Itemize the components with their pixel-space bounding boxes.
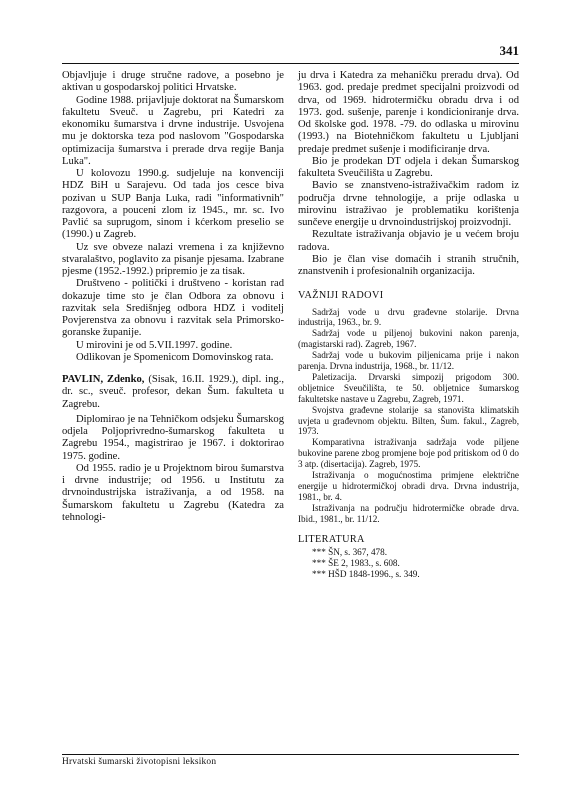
literature-item: *** HŠD 1848-1996., s. 349. — [312, 568, 420, 579]
literature-item: *** ŠE 2, 1983., s. 608. — [312, 557, 400, 568]
page-number: 341 — [499, 43, 519, 58]
entry-name: PAVLIN, Zdenko, — [62, 374, 145, 385]
paragraph: Godine 1988. prijavljuje doktorat na Šumarskom fakultetu Sveuč. u Zagrebu, pri Katedri za ekonomiku šumarstva i drvne industrije. Usvojena mu je doktorska teza pod naslovom "Gospodarska optimizacija šumarstva i prerade drva regije Banja Luka". — [62, 94, 284, 167]
works-heading: VAŽNIJI RADOVI — [298, 290, 384, 302]
work-item: Istraživanja o mogućnostima primjene električne energije u hidrotermičkoj obradi drva. Drvna industrija, 1981., br. 4. — [298, 470, 519, 502]
paragraph: ju drva i Katedra za mehaničku preradu drva). Od 1963. god. predaje predmet specijalni proizvodi od drva, od 1969. hidrotermičku obradu drva i od 1973. god. sušenje, parenje i kondicioniranje drva. Od školske god. 1978. -79. do odlaska u mirovinu (1993.) na Biotehničkom fakultetu u Ljubljani predaje predmet sušenje i modificiranje drva. — [298, 70, 519, 155]
paragraph: Odlikovan je Spomenicom Domovinskog rata. — [76, 351, 274, 363]
right-column — [298, 70, 519, 580]
left-column — [62, 70, 284, 524]
literature-item: *** ŠN, s. 367, 478. — [312, 546, 388, 557]
work-item: Sadržaj vode u drvu građevne stolarije. Drvna industrija, 1963., br. 9. — [298, 306, 519, 328]
footer-text: Hrvatski šumarski životopisni leksikon — [62, 757, 217, 767]
literature-list — [298, 547, 519, 580]
paragraph: Bio je član vise domaćih i stranih stručnih, znanstvenih i profesionalnih organizacija. — [298, 253, 519, 277]
footer-rule — [62, 754, 519, 755]
paragraph: Od 1955. radio je u Projektnom birou šumarstva i drvne industrije; od 1956. u Institutu za drvnoindustrijska istraživanja, a od 1958. na Šumarskom fakultetu u Zagrebu (Katedra za tehnologi- — [62, 462, 284, 523]
works-list — [298, 307, 519, 525]
work-item: Istraživanja na području hidrotermičke obrade drva. Ibid., 1981., br. 11/12. — [298, 502, 519, 524]
paragraph: Bavio se znanstveno-istraživačkim radom iz područja drvne tehnologije, a prije odlaska u mirovinu istraživao je problematiku korištenja sunčeve energije u drvnoindustrijskoj proizvodnji. — [298, 180, 519, 228]
paragraph: Rezultate istraživanja objavio je u većem broju radova. — [298, 229, 519, 253]
paragraph: Diplomirao je na Tehničkom odsjeku Šumarskog odjela Poljoprivredno-šumarskog fakulteta u Zagrebu 1954., magistrirao je 1967. i doktorirao 1975. godine. — [62, 413, 284, 462]
paragraph: Uz sve obveze nalazi vremena i za književno stvaralaštvo, poglavito za pisanje pjesama. Izabrane pjesme (1952.-1992.) pripremio je za tisak. — [62, 241, 284, 277]
work-item: Svojstva građevne stolarije sa stanovišta klimatskih uvjeta u građevnom objektu. Bilten, Šum. fakul., Zagreb, 1973. — [298, 404, 519, 437]
literature-heading: LITERATURA — [298, 533, 365, 545]
entry-summary: (Sisak, 16.II. 1929.), dipl. ing., dr. sc., sveuč. profesor, dekan Šum. fakulteta u Zagrebu. — [62, 374, 284, 410]
entry-header — [62, 374, 284, 411]
paragraph: Bio je prodekan DT odjela i dekan Šumarskog fakulteta Sveučilišta u Zagrebu. — [298, 155, 519, 179]
work-item: Paletizacija. Drvarski simpozij prigodom 300. obljetnice Sveučilišta, te 50. obljetnice šumarskog fakultetske nastave u Zagrebu, Zagreb, 1971. — [298, 371, 519, 404]
paragraph: U kolovozu 1990.g. sudjeluje na konvenciji HDZ BiH u Sarajevu. Od tada jos cesce biva pozivan u SUP Banja Luka, radi "informativnih" razgovora, a pouceni zlom iz 1945., mr. sc. Ivo Pavlić sa suprugom, sinom i kćerkom preselio se (1990.) u Zagreb. — [62, 168, 284, 241]
header-rule — [62, 63, 519, 64]
work-item: Komparativna istraživanja sadržaja vode piljene bukovine parene zbog promjene boje pod pritiskom od 0 do 3 atp. (disertacija). Zagreb, 1975. — [298, 437, 519, 470]
work-item: Sadržaj vode u piljenoj bukovini nakon parenja, (magistarski rad). Zagreb, 1967. — [298, 328, 519, 350]
work-item: Sadržaj vode u bukovim piljenicama prije i nakon parenja. Drvna industrija, 1968., br. 11/12. — [298, 350, 519, 372]
paragraph: Društveno - politički i društveno - koristan rad dokazuje time sto je član Odbora za obnovu i razvitak sela Središnjeg odbora HDZ i voditelj Povjerenstva za obnovu i razvitak sela Primorsko-goranske županije. — [62, 278, 284, 339]
paragraph: U mirovini je od 5.VII.1997. godine. — [76, 339, 233, 351]
paragraph: Objavljuje i druge stručne radove, a posebno je aktivan u gospodarskoj politici Hrvatske. — [62, 70, 284, 94]
